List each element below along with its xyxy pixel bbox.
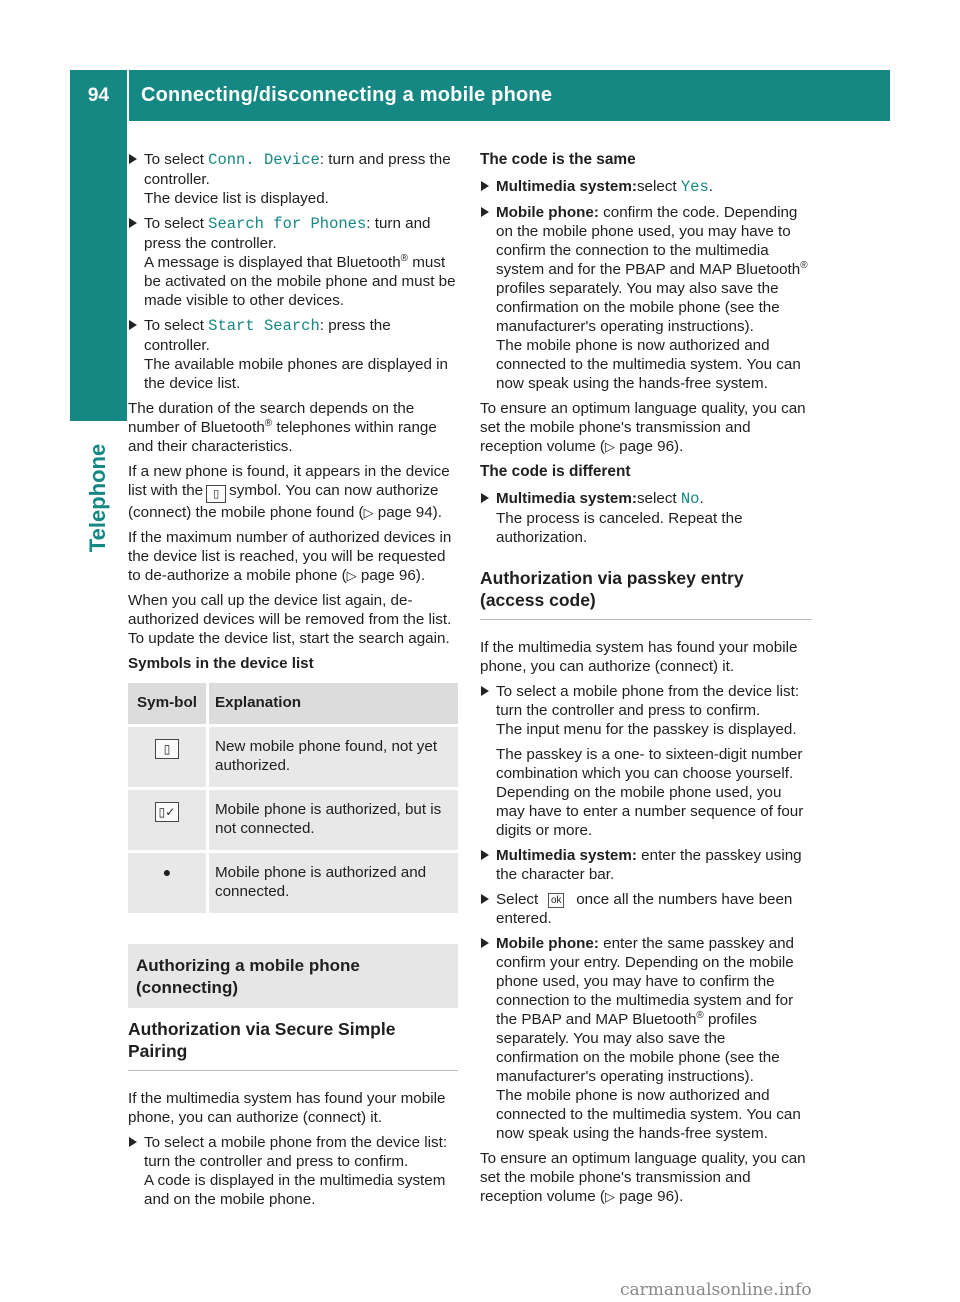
step-text: To select a mobile phone from the device list: turn the controller and press to confirm. (144, 1134, 448, 1170)
arrow-bullet-icon (481, 850, 489, 860)
text: If the maximum number of authorized devices in the device list is reached, you will be requested to de-authorize a mobile phone ( (128, 529, 452, 584)
left-column (128, 150, 458, 1215)
heading-code-same: The code is the same (480, 151, 636, 168)
arrow-bullet-icon (129, 1137, 137, 1147)
symbols-heading: Symbols in the device list (128, 655, 314, 672)
symbol-cell (128, 790, 209, 853)
step-select-conn-device (128, 150, 458, 208)
step-text: . (699, 490, 704, 507)
explanation-cell: Mobile phone is authorized, but is not connected. (209, 790, 458, 853)
page-title: Connecting/disconnecting a mobile phone (141, 84, 553, 106)
step-actor: Multimedia system: (496, 490, 637, 507)
symbol-cell (128, 853, 209, 916)
heading-code-different: The code is different (480, 463, 631, 480)
mobile-phone-icon: ▯ (206, 485, 226, 503)
arrow-bullet-icon (481, 894, 489, 904)
side-section-tab (70, 420, 127, 570)
arrow-bullet-icon (481, 686, 489, 696)
registered-mark: ® (264, 417, 273, 429)
table-row (128, 853, 458, 916)
step-result: The process is canceled. Repeat the authorization. (496, 510, 743, 546)
heading-rule (480, 619, 812, 620)
heading-rule (128, 1070, 458, 1071)
symbols-table (128, 683, 458, 916)
step-actor: Multimedia system: (496, 847, 637, 864)
step-text: : turn and press the controller. (144, 151, 451, 188)
step-actor: Mobile phone: (496, 935, 599, 952)
mobile-phone-check-icon: ▯✓ (155, 802, 179, 822)
step-select-search (128, 214, 458, 310)
paragraph-language-quality (480, 399, 812, 456)
arrow-bullet-icon (129, 320, 137, 330)
watermark: carmanualsonline.info (620, 1280, 812, 1300)
table-header-row (128, 683, 458, 727)
step-text: once all the numbers have been entered. (496, 891, 793, 927)
step-text: . (708, 178, 713, 195)
page-ref-arrow-icon: ▷ (363, 505, 374, 520)
step-text: select (636, 178, 681, 195)
page-reference-link[interactable]: page 96). (614, 438, 684, 455)
arrow-bullet-icon (129, 154, 137, 164)
page-ref-arrow-icon: ▷ (346, 568, 357, 583)
text: telephones within range and their characteristics. (128, 419, 437, 455)
step-text: To select a mobile phone from the device list: turn the controller and press to confirm. (496, 683, 800, 719)
step-result: must be activated on the mobile phone and must be made visible to other devices. (144, 254, 456, 309)
text: If a new phone is found, it appears in the device list with the (128, 463, 450, 499)
paragraph-language-quality-2 (480, 1149, 812, 1206)
text: To ensure an optimum language quality, you can set the mobile phone's transmission and reception volume ( (480, 400, 806, 455)
text: To ensure an optimum language quality, you can set the mobile phone's transmission and reception volume ( (480, 1150, 806, 1205)
step-text: : press the controller. (144, 317, 391, 354)
step-text: To select (144, 151, 209, 168)
step-text: To select (144, 317, 209, 334)
paragraph-ssp-intro: If the multimedia system has found your mobile phone, you can authorize (connect) it. (128, 1090, 446, 1126)
step-result: A message is displayed that Bluetooth (144, 254, 401, 271)
registered-mark: ® (696, 1009, 704, 1021)
page-ref-arrow-icon: ▷ (604, 1189, 615, 1204)
text: The duration of the search depends on the number of Bluetooth (128, 400, 415, 436)
menu-item-search-for-phones: Search for Phones (208, 215, 367, 233)
subsection-heading-passkey: Authorization via passkey entry (access code) (480, 568, 744, 610)
page-number: 94 (87, 85, 110, 106)
step-select-no (480, 489, 812, 547)
step-text: enter the same passkey and confirm your entry. Depending on the mobile phone used, you may have to confirm the connection to the multimedia system and for the PBAP and MAP Bluetooth (496, 935, 794, 1028)
paragraph-max-devices (128, 528, 458, 585)
arrow-bullet-icon (129, 218, 137, 228)
mobile-phone-icon: ▯ (155, 739, 179, 759)
step-text: confirm the code. Depending on the mobile phone used, you may have to confirm the connection to the multimedia system and for the PBAP and MAP Bluetooth (496, 204, 801, 278)
step-result: The mobile phone is now authorized and connected to the multimedia system. You can now speak using the hands-free system. (496, 337, 801, 392)
step-text: profiles separately. You may also save the confirmation on the mobile phone (see the manufacturer's operating instructions). (496, 280, 780, 335)
registered-mark: ® (400, 252, 409, 264)
subsection-heading-ssp: Authorization via Secure Simple Pairing (128, 1019, 396, 1061)
step-text: select (636, 490, 681, 507)
right-column (480, 150, 812, 1212)
menu-item-start-search: Start Search (208, 317, 320, 335)
page-reference-link[interactable]: page 96). (614, 1188, 684, 1205)
menu-item-no: No (680, 490, 700, 508)
text: symbol. You can now authorize (connect) the mobile phone found ( (128, 482, 439, 521)
step-select-ok (480, 890, 812, 928)
arrow-bullet-icon (481, 938, 489, 948)
step-confirm-code (480, 203, 812, 393)
menu-item-conn-device: Conn. Device (208, 151, 320, 169)
step-result: The device list is displayed. (144, 190, 329, 207)
step-text: : turn and press the controller. (144, 215, 431, 252)
step-result: The available mobile phones are displayed in the device list. (144, 356, 448, 392)
menu-item-yes: Yes (680, 178, 709, 196)
registered-mark: ® (800, 259, 808, 271)
explanation-cell: Mobile phone is authorized and connected. (209, 853, 458, 916)
step-enter-passkey (480, 846, 812, 884)
page-reference-link[interactable]: page 96). (356, 567, 426, 584)
step-result: A code is displayed in the multimedia system and on the mobile phone. (144, 1172, 446, 1208)
paragraph-search-duration (128, 399, 458, 456)
step-result: The mobile phone is now authorized and connected to the multimedia system. You can now speak using the hands-free system. (496, 1087, 801, 1142)
arrow-bullet-icon (481, 181, 489, 191)
step-result: The input menu for the passkey is displayed. (496, 721, 797, 738)
page-reference-link[interactable]: page 94). (373, 504, 442, 521)
explanation-cell: New mobile phone found, not yet authorized. (209, 727, 458, 790)
table-row (128, 727, 458, 790)
step-actor: Multimedia system: (496, 178, 637, 195)
step-phone-passkey (480, 934, 812, 1143)
paragraph-update-list: When you call up the device list again, de-authorized devices will be removed from the list. To update the device list, start the search again. (128, 592, 452, 647)
section-heading-authorizing: Authorizing a mobile phone (connecting) (128, 944, 458, 1008)
page-ref-arrow-icon: ▷ (604, 439, 615, 454)
col-header-symbol: Sym-bol (128, 683, 209, 727)
step-select-yes (480, 177, 812, 197)
arrow-bullet-icon (481, 207, 489, 217)
arrow-bullet-icon (481, 493, 489, 503)
step-text: profiles separately. You may also save the confirmation on the mobile phone (see the manufacturer's operating instructions). (496, 1011, 780, 1085)
header-divider (127, 70, 129, 121)
paragraph-passkey-intro: If the multimedia system has found your mobile phone, you can authorize (connect) it. (480, 639, 798, 675)
step-select-phone (128, 1133, 458, 1209)
step-note: The passkey is a one- to sixteen-digit number combination which you can choose yourself. Depending on the mobile phone used, you may have to enter a number sequence of four digits or more. (496, 746, 804, 839)
side-accent-bar (70, 121, 127, 421)
col-header-explanation: Explanation (209, 683, 458, 727)
ok-icon: ok (548, 893, 564, 908)
bullet-dot-icon: ● (162, 864, 172, 880)
step-start-search (128, 316, 458, 393)
step-actor: Mobile phone: (496, 204, 599, 221)
step-text: enter the passkey using the character bar. (496, 847, 802, 883)
page-header (70, 70, 890, 121)
step-text: Select (496, 891, 539, 908)
symbol-cell (128, 727, 209, 790)
table-row (128, 790, 458, 853)
side-tab-label: Telephone (85, 443, 110, 553)
paragraph-new-phone (128, 462, 458, 522)
step-text: To select (144, 215, 209, 232)
step-select-phone-passkey (480, 682, 812, 840)
